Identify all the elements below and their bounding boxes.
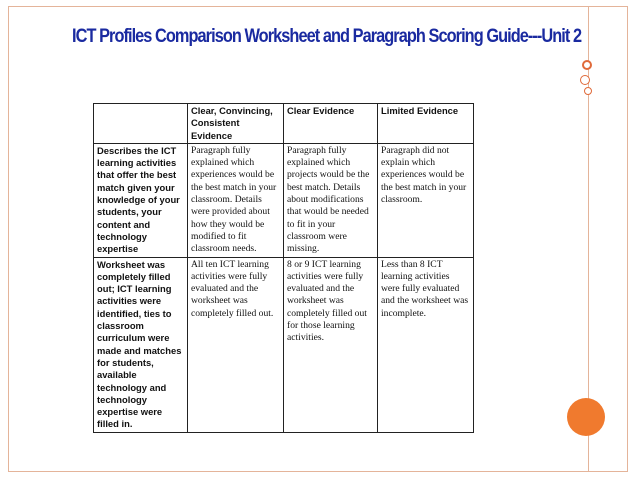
table-header-row xyxy=(94,104,474,144)
score-cell-clear: 8 or 9 ICT learning activities were fully evaluated and the worksheet was completely filled out for those learning activities. xyxy=(284,257,378,432)
header-clear-convincing: Clear, Convincing, Consistent Evidence xyxy=(188,104,284,144)
header-clear-evidence: Clear Evidence xyxy=(284,104,378,144)
header-blank-cell xyxy=(94,104,188,144)
decorative-ring-icon xyxy=(582,60,592,70)
table-row xyxy=(94,257,474,432)
decorative-ring-icon xyxy=(580,75,590,85)
score-cell-clear: Paragraph fully explained which projects would be the best match. Details about modifications that would be needed to fit in your classroom were missing. xyxy=(284,143,378,257)
table-row xyxy=(94,143,474,257)
slide-title: ICT Profiles Comparison Worksheet and Paragraph Scoring Guide---Unit 2 xyxy=(72,26,582,47)
header-limited-evidence: Limited Evidence xyxy=(378,104,474,144)
score-cell-clear-convincing: All ten ICT learning activities were fully evaluated and the worksheet was completely filled out. xyxy=(188,257,284,432)
decorative-orange-circle xyxy=(567,398,605,436)
decorative-ring-icon xyxy=(584,87,592,95)
criterion-cell: Describes the ICT learning activities that offer the best match given your knowledge of your students, your content and technology expertise xyxy=(94,143,188,257)
criterion-cell: Worksheet was completely filled out; ICT learning activities were identified, ties to classroom curriculum were made and matches for students, available technology and technology expertise were filled in. xyxy=(94,257,188,432)
score-cell-limited: Paragraph did not explain which experiences would be the best match in your classroom. xyxy=(378,143,474,257)
score-cell-limited: Less than 8 ICT learning activities were fully evaluated and the worksheet was incomplete. xyxy=(378,257,474,432)
scoring-guide-table xyxy=(93,103,474,433)
score-cell-clear-convincing: Paragraph fully explained which experiences would be the best match in your classroom. Details were provided about how they would be modified to fit classroom needs. xyxy=(188,143,284,257)
